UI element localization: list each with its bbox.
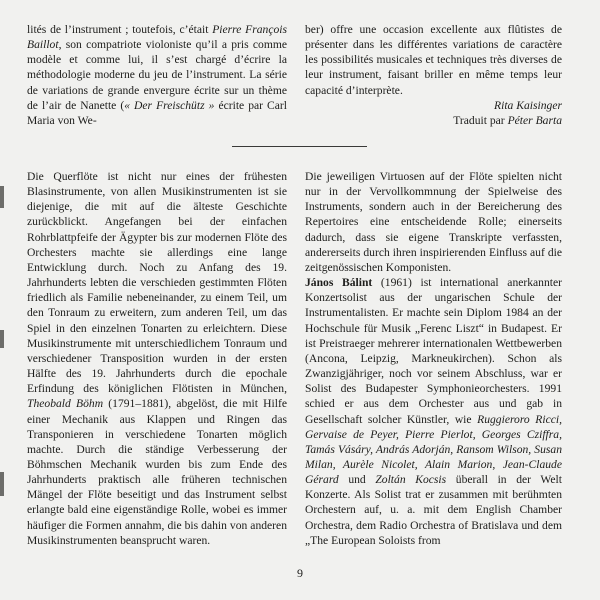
text-run: (1961) ist international anerkannter Konzertsolist aus der ungarischen Schule der Instrumentalisten. Er machte sein Diplom 1984 an der Hochschule für Musik „Ferenc Liszt“ in Budapest. Er ist Preistraeger mehrerer internationalen Wettbewerben (Ancona, Leipzig, Markneukirchen). Schon als Zwanzigjähriger, noch vor seinem Abschluss, war er Solist des Budapester Symphonieorchesters. 1991 schied er aus dem Orchester aus und gab in Gesellschaft solcher Künstler, wie bbox=[305, 276, 563, 426]
scan-edge-mark bbox=[0, 330, 4, 348]
text-run: (1791–1881), abgelöst, die mit Hilfe einer Mechanik aus Klappen und Ringen das Transponieren in verschiedene Tonarten möglich machte. Durch die ständige Verbesserung der Böhmschen Mechanik wurden bis zum Ende des Jahrhunderts praktisch alle früheren technischen Mängel der Flöte beseitigt und das Instrument selbst erlangte bald eine eigenständige Rolle, wobei es immer häufiger die Formen annahm, die bis dahin von anderen Musikinstrumenten beansprucht waren. bbox=[27, 397, 287, 547]
italic-artists: Ruggieroro Ricci, Gervaise de Peyer, Pierre Pierlot, Georges Cziffra, Tamás Vásáry, András Adorján, Ransom Wilson, Susan Milan, Aurèle Nicolet, Alain Marion, Jean-Claude Gérard bbox=[305, 412, 562, 487]
section-divider bbox=[232, 146, 367, 147]
scan-edge-mark bbox=[0, 186, 4, 208]
french-text-end bbox=[305, 22, 562, 128]
german-text-column-right bbox=[305, 169, 562, 548]
text-run: lités de l’instrument ; toutefois, c’était bbox=[27, 23, 213, 36]
text-run: Die Querflöte ist nicht nur eines der frühesten Blasinstrumente, von allen Musikinstrumenten ist sie diejenige, die mit auf die älteste Geschichte zurückblickt. Angefangen bei der einfachen Rohrblattpfeife der Ägypter bis zur modernen Flöte des Orchesters machte sie allerdings eine lange Entwicklung durch. Noch zu Anfang des 19. Jahrhunderts lebten die verschieden gestimmten Flöten friedlich als Familie nebeneinander, zu einem Teil, um den Tonraum zu erweitern, zum anderen Teil, um das Spiel in den einzelnen Tonarten zu erleichtern. Diese Musikinstrumente mit unterschiedlichem Tonraum und verschiedener Transposition wurden in der ersten Hälfte des 19. Jahrhunderts durch die epochale Erfindung des königlichen Flötisten in München, bbox=[27, 170, 287, 396]
scan-edge-mark bbox=[0, 472, 4, 496]
translator-name: Péter Barta bbox=[507, 113, 562, 127]
translator-prefix: Traduit par bbox=[453, 113, 508, 127]
italic-artist: Zoltán Kocsis bbox=[375, 473, 447, 487]
german-paragraph-virtuosos: Die jeweiligen Virtuosen auf der Flöte spielten nicht nur in der Vervollkommnung der Spielweise des Instruments, sondern auch in der Bereicherung des Repertoires eine entscheidende Rolle; einerseits dadurch, dass sie eigene Transkripte verfassten, andererseits durch ihren inspirierenden Einfluss auf die zeitgenössischen Komponisten. bbox=[305, 170, 562, 274]
text-run: écrite par Carl Maria von We- bbox=[27, 98, 287, 127]
text-run: und bbox=[338, 473, 376, 487]
german-paragraph-history bbox=[27, 169, 287, 548]
translator-credit bbox=[305, 113, 562, 128]
french-paragraph-end: ber) offre une occasion excellente aux flûtistes de présenter dans les différentes variations de caractère les possibilités musicales et techniques très diverses de leur instrument, faisant briller en même temps leur capacité d’interprète. bbox=[305, 23, 562, 97]
french-paragraph bbox=[27, 22, 287, 128]
german-text-column-left bbox=[27, 169, 287, 548]
author-signature: Rita Kaisinger bbox=[494, 98, 562, 112]
text-run: überall in der Welt Konzerte. Als Solist trat er zusammen mit berühmten Orchestern auf, u. a. mit dem English Chamber Orchestra, dem Radio Orchestra of Bratislava und dem „The European Soloists from bbox=[305, 473, 563, 547]
italic-name: Theobald Böhm bbox=[27, 397, 104, 411]
page-number: 9 bbox=[297, 566, 303, 580]
text-run: , son compatriote violoniste qu’il a pris comme modèle et comme lui, il s’est chargé d’écrire la méthodologie moderne du jeu de l’instrument. La série de variations de grande envergure écrite sur un thème de l’air de Nanette ( bbox=[27, 38, 287, 112]
french-text-continued bbox=[27, 22, 287, 128]
italic-name: Pierre François Baillot bbox=[27, 23, 288, 52]
bold-name: János Bálint bbox=[305, 276, 373, 290]
italic-title: « Der Freischütz » bbox=[124, 98, 215, 112]
german-paragraph-biography bbox=[305, 275, 562, 548]
